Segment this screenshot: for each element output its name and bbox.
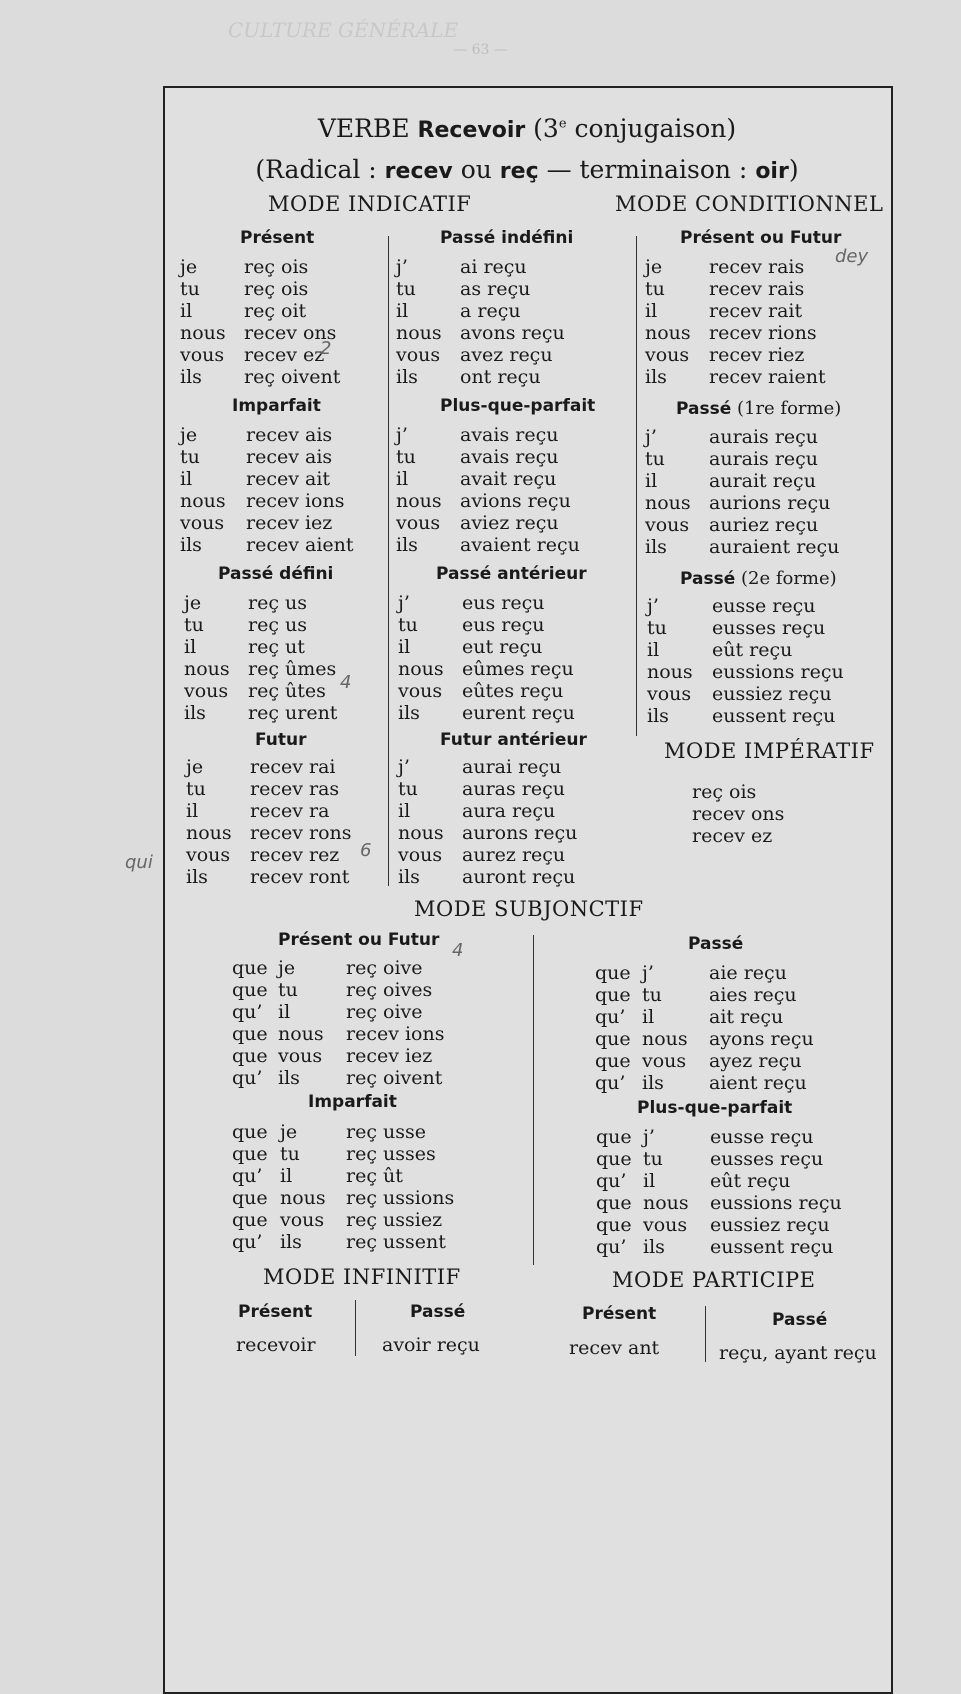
conditionnel-passe1-form: aurions reçu [709,492,831,514]
indicatif-futur-anterieur-form: aurai reçu [462,756,562,778]
indicatif-passe-anterieur-form: eus reçu [462,614,545,636]
handwritten-mark: 6 [360,840,372,861]
subjonctif-plus-que-parfait-form: eusse reçu [710,1126,814,1148]
subjonctif-plus-que-parfait-title: Plus-que-parfait [637,1098,793,1118]
indicatif-futur-pronoun: nous [186,822,232,844]
indicatif-passe-indefini-form: avez reçu [460,344,553,366]
participe-present: recev ant [569,1337,660,1359]
column-divider [636,236,637,736]
subjonctif-imparfait-que: qu’ [232,1165,263,1187]
subjonctif-plus-que-parfait-que: que [596,1214,632,1236]
mode-participe-heading: MODE PARTICIPE [612,1268,816,1292]
indicatif-passe-indefini-pronoun: tu [396,278,416,300]
conditionnel-passe1-pronoun: ils [645,536,667,558]
indicatif-passe-defini-pronoun: tu [184,614,204,636]
infinitif-passe-title: Passé [410,1302,466,1322]
subjonctif-imparfait-que: que [232,1209,268,1231]
verb-name: Recevoir [417,118,526,143]
subjonctif-present-title: Présent ou Futur [278,930,440,950]
conditionnel-passe2-form: eussent reçu [712,705,836,727]
indicatif-passe-defini-form: reç ûmes [248,658,337,680]
indicatif-futur-pronoun: je [186,756,204,778]
page-number: — 63 — [453,42,508,58]
indicatif-futur-anterieur-pronoun: ils [398,866,420,888]
subjonctif-present-pronoun: je [278,957,296,979]
conditionnel-passe2-form: eût reçu [712,639,793,661]
indicatif-passe-anterieur-pronoun: nous [398,658,444,680]
indicatif-futur-form: recev rez [250,844,340,866]
indicatif-futur-pronoun: ils [186,866,208,888]
indicatif-passe-anterieur-form: eus reçu [462,592,545,614]
conditionnel-passe2-pronoun: j’ [647,595,659,617]
radical-rec: reç [499,159,539,184]
indicatif-futur-form: recev ra [250,800,330,822]
indicatif-passe-anterieur-pronoun: tu [398,614,418,636]
mode-conditionnel-heading: MODE CONDITIONNEL [615,192,884,216]
conditionnel-passe2-pronoun: il [647,639,660,661]
handwritten-mark: 4 [340,672,352,693]
conditionnel-passe1-form: auraient reçu [709,536,840,558]
conditionnel-present-title: Présent ou Futur [680,228,842,248]
conditionnel-present-pronoun: vous [645,344,690,366]
indicatif-passe-defini-pronoun: je [184,592,202,614]
subjonctif-imparfait-form: reç ût [346,1165,403,1187]
subjonctif-plus-que-parfait-que: qu’ [596,1236,627,1258]
subjonctif-present-pronoun: tu [278,979,298,1001]
indicatif-futur-anterieur-form: aurons reçu [462,822,578,844]
indicatif-imparfait-pronoun: je [180,424,198,446]
indicatif-passe-defini-form: reç ut [248,636,305,658]
indicatif-futur-form: recev rons [250,822,352,844]
indicatif-futur-anterieur-pronoun: vous [398,844,443,866]
conditionnel-passe2-pronoun: ils [647,705,669,727]
conditionnel-present-pronoun: tu [645,278,665,300]
conditionnel-passe2-title: Passé (2e forme) [680,568,837,589]
indicatif-passe-anterieur-pronoun: il [398,636,411,658]
conditionnel-passe1-pronoun: tu [645,448,665,470]
indicatif-present-form: recev ez [244,344,325,366]
conditionnel-passe1-subtitle: (1re forme) [731,398,842,419]
indicatif-passe-anterieur-pronoun: vous [398,680,443,702]
handwritten-mark: qui [125,852,153,873]
indicatif-plus-que-parfait-form: avais reçu [460,446,559,468]
participe-present-title: Présent [582,1304,657,1324]
indicatif-passe-indefini-title: Passé indéfini [440,228,574,248]
indicatif-present-pronoun: nous [180,322,226,344]
indicatif-futur-title: Futur [255,730,307,750]
indicatif-futur-anterieur-form: aura reçu [462,800,556,822]
indicatif-present-form: reç ois [244,278,309,300]
indicatif-passe-indefini-pronoun: il [396,300,409,322]
subjonctif-passe-que: qu’ [595,1006,626,1028]
subjonctif-plus-que-parfait-que: que [596,1192,632,1214]
subjonctif-imparfait-form: reç ussent [346,1231,446,1253]
indicatif-plus-que-parfait-form: avais reçu [460,424,559,446]
indicatif-passe-defini-pronoun: nous [184,658,230,680]
subjonctif-passe-pronoun: nous [642,1028,688,1050]
subjonctif-imparfait-form: reç ussiez [346,1209,443,1231]
indicatif-futur-anterieur-form: auront reçu [462,866,576,888]
conditionnel-present-pronoun: nous [645,322,691,344]
indicatif-present-pronoun: vous [180,344,225,366]
subjonctif-plus-que-parfait-pronoun: tu [643,1148,663,1170]
indicatif-passe-indefini-form: as reçu [460,278,531,300]
subjonctif-passe-pronoun: vous [642,1050,687,1072]
indicatif-imparfait-pronoun: vous [180,512,225,534]
mode-imperatif-heading: MODE IMPÉRATIF [664,739,875,763]
subjonctif-plus-que-parfait-que: qu’ [596,1170,627,1192]
indicatif-futur-anterieur-pronoun: nous [398,822,444,844]
conditionnel-passe2-form: eusse reçu [712,595,816,617]
indicatif-passe-defini-pronoun: vous [184,680,229,702]
indicatif-futur-pronoun: vous [186,844,231,866]
infinitif-present: recevoir [236,1334,316,1356]
indicatif-present-title: Présent [240,228,315,248]
indicatif-passe-indefini-pronoun: nous [396,322,442,344]
indicatif-futur-pronoun: tu [186,778,206,800]
indicatif-imparfait-pronoun: nous [180,490,226,512]
indicatif-plus-que-parfait-form: avaient reçu [460,534,580,556]
conditionnel-passe1-pronoun: vous [645,514,690,536]
conditionnel-passe2-pronoun: tu [647,617,667,639]
infinitif-present-title: Présent [238,1302,313,1322]
ending-oir: oir [755,159,789,184]
indicatif-plus-que-parfait-form: aviez reçu [460,512,559,534]
column-divider [355,1300,356,1356]
indicatif-plus-que-parfait-pronoun: tu [396,446,416,468]
subjonctif-passe-que: que [595,1050,631,1072]
conditionnel-passe2-form: eussiez reçu [712,683,832,705]
indicatif-imparfait-form: recev ions [246,490,345,512]
indicatif-passe-indefini-pronoun: j’ [396,256,408,278]
subjonctif-imparfait-form: reç usses [346,1143,436,1165]
subjonctif-imparfait-title: Imparfait [308,1092,397,1112]
subjonctif-present-que: qu’ [232,1001,263,1023]
indicatif-imparfait-form: recev iez [246,512,333,534]
imperatif-line: reç ois [692,781,757,803]
indicatif-futur-pronoun: il [186,800,199,822]
indicatif-plus-que-parfait-pronoun: j’ [396,424,408,446]
indicatif-plus-que-parfait-title: Plus-que-parfait [440,396,596,416]
indicatif-futur-anterieur-pronoun: tu [398,778,418,800]
indicatif-passe-defini-form: reç us [248,614,307,636]
conditionnel-passe2-pronoun: vous [647,683,692,705]
radical-recev: recev [384,159,453,184]
subjonctif-imparfait-form: reç ussions [346,1187,455,1209]
subjonctif-present-form: recev iez [346,1045,433,1067]
subjonctif-passe-que: que [595,984,631,1006]
indicatif-present-pronoun: il [180,300,193,322]
indicatif-present-pronoun: je [180,256,198,278]
participe-passe-title: Passé [772,1310,828,1330]
indicatif-plus-que-parfait-pronoun: vous [396,512,441,534]
indicatif-futur-anterieur-pronoun: j’ [398,756,410,778]
table-title: VERBE Recevoir (3e conjugaison) [317,114,737,143]
handwritten-mark: 2 [320,338,332,359]
subjonctif-imparfait-que: que [232,1121,268,1143]
subjonctif-imparfait-pronoun: vous [280,1209,325,1231]
conditionnel-passe1-pronoun: nous [645,492,691,514]
subjonctif-passe-form: ait reçu [709,1006,784,1028]
subjonctif-present-que: que [232,957,268,979]
subjonctif-imparfait-pronoun: nous [280,1187,326,1209]
subjonctif-plus-que-parfait-form: eussent reçu [710,1236,834,1258]
subjonctif-present-pronoun: il [278,1001,291,1023]
conditionnel-present-form: recev rait [709,300,803,322]
indicatif-plus-que-parfait-pronoun: il [396,468,409,490]
conditionnel-passe1-form: auriez reçu [709,514,819,536]
mode-subjonctif-heading: MODE SUBJONCTIF [414,897,644,921]
subjonctif-imparfait-pronoun: tu [280,1143,300,1165]
subjonctif-plus-que-parfait-pronoun: ils [643,1236,665,1258]
participe-passe: reçu, ayant reçu [719,1342,877,1364]
subjonctif-present-pronoun: ils [278,1067,300,1089]
subjonctif-plus-que-parfait-form: eussions reçu [710,1192,842,1214]
conditionnel-present-form: recev raient [709,366,826,388]
conditionnel-present-pronoun: ils [645,366,667,388]
indicatif-futur-form: recev ront [250,866,350,888]
subjonctif-passe-pronoun: il [642,1006,655,1028]
subjonctif-present-form: recev ions [346,1023,445,1045]
conditionnel-passe2-form: eusses reçu [712,617,826,639]
indicatif-present-form: recev ons [244,322,337,344]
subjonctif-present-que: que [232,1045,268,1067]
conditionnel-present-form: recev riez [709,344,805,366]
conditionnel-passe1-form: aurait reçu [709,470,816,492]
subjonctif-present-form: reç oivent [346,1067,443,1089]
subjonctif-plus-que-parfait-que: que [596,1126,632,1148]
subjonctif-present-form: reç oive [346,1001,423,1023]
subjonctif-present-que: que [232,979,268,1001]
subjonctif-plus-que-parfait-form: eût reçu [710,1170,791,1192]
indicatif-plus-que-parfait-pronoun: ils [396,534,418,556]
subjonctif-passe-form: aie reçu [709,962,787,984]
indicatif-passe-defini-title: Passé défini [218,564,334,584]
subjonctif-passe-form: aies reçu [709,984,797,1006]
indicatif-imparfait-title: Imparfait [232,396,321,416]
indicatif-plus-que-parfait-form: avait reçu [460,468,557,490]
indicatif-passe-indefini-form: ont reçu [460,366,541,388]
conditionnel-passe2-form: eussions reçu [712,661,844,683]
indicatif-futur-form: recev ras [250,778,340,800]
subjonctif-passe-pronoun: tu [642,984,662,1006]
subjonctif-plus-que-parfait-que: que [596,1148,632,1170]
handwritten-mark: 4 [452,940,464,961]
conditionnel-present-pronoun: je [645,256,663,278]
subjonctif-plus-que-parfait-form: eussiez reçu [710,1214,830,1236]
subjonctif-present-pronoun: nous [278,1023,324,1045]
subjonctif-imparfait-que: que [232,1187,268,1209]
indicatif-imparfait-pronoun: tu [180,446,200,468]
conditionnel-passe1-form: aurais reçu [709,426,819,448]
indicatif-passe-indefini-pronoun: vous [396,344,441,366]
conditionnel-passe1-title: Passé (1re forme) [676,398,842,419]
subjonctif-present-pronoun: vous [278,1045,323,1067]
indicatif-plus-que-parfait-form: avions reçu [460,490,571,512]
subjonctif-present-que: que [232,1023,268,1045]
indicatif-imparfait-pronoun: il [180,468,193,490]
conditionnel-present-form: recev rais [709,256,805,278]
indicatif-present-pronoun: ils [180,366,202,388]
subjonctif-imparfait-pronoun: il [280,1165,293,1187]
indicatif-imparfait-form: recev ais [246,446,333,468]
faint-header-bleed: CULTURE GÉNÉRALE [228,18,459,42]
subjonctif-plus-que-parfait-pronoun: j’ [643,1126,655,1148]
imperatif-line: recev ez [692,825,773,847]
column-divider [705,1306,706,1362]
indicatif-passe-indefini-pronoun: ils [396,366,418,388]
subjonctif-present-form: reç oives [346,979,433,1001]
subjonctif-plus-que-parfait-pronoun: vous [643,1214,688,1236]
indicatif-passe-defini-form: reç ûtes [248,680,326,702]
imperatif-line: recev ons [692,803,785,825]
indicatif-passe-defini-pronoun: ils [184,702,206,724]
subjonctif-imparfait-que: que [232,1143,268,1165]
conditionnel-passe1-form: aurais reçu [709,448,819,470]
infinitif-passe: avoir reçu [382,1334,480,1356]
indicatif-futur-anterieur-form: auras reçu [462,778,565,800]
indicatif-passe-defini-form: reç urent [248,702,338,724]
subjonctif-passe-que: qu’ [595,1072,626,1094]
indicatif-passe-indefini-form: a reçu [460,300,521,322]
conditionnel-passe2-subtitle: (2e forme) [735,568,837,589]
subjonctif-plus-que-parfait-pronoun: il [643,1170,656,1192]
indicatif-passe-anterieur-form: eut reçu [462,636,543,658]
subjonctif-imparfait-pronoun: je [280,1121,298,1143]
indicatif-passe-indefini-form: avons reçu [460,322,565,344]
subjonctif-passe-pronoun: ils [642,1072,664,1094]
indicatif-passe-anterieur-form: eûmes reçu [462,658,574,680]
mode-indicatif-heading: MODE INDICATIF [268,192,472,216]
indicatif-present-form: reç oivent [244,366,341,388]
conditionnel-present-form: recev rions [709,322,817,344]
subjonctif-passe-que: que [595,1028,631,1050]
indicatif-passe-defini-pronoun: il [184,636,197,658]
indicatif-plus-que-parfait-pronoun: nous [396,490,442,512]
indicatif-futur-form: recev rai [250,756,336,778]
indicatif-passe-anterieur-pronoun: ils [398,702,420,724]
subjonctif-passe-form: aient reçu [709,1072,807,1094]
handwritten-mark: dey [835,246,869,267]
indicatif-passe-indefini-form: ai reçu [460,256,527,278]
subjonctif-present-que: qu’ [232,1067,263,1089]
subjonctif-passe-que: que [595,962,631,984]
indicatif-imparfait-form: recev ais [246,424,333,446]
indicatif-passe-anterieur-pronoun: j’ [398,592,410,614]
column-divider [533,935,534,1265]
indicatif-passe-defini-form: reç us [248,592,307,614]
indicatif-present-pronoun: tu [180,278,200,300]
mode-infinitif-heading: MODE INFINITIF [263,1265,461,1289]
indicatif-imparfait-form: recev ait [246,468,331,490]
indicatif-futur-anterieur-form: aurez reçu [462,844,566,866]
indicatif-passe-anterieur-form: eûtes reçu [462,680,564,702]
subjonctif-passe-form: ayons reçu [709,1028,814,1050]
conditionnel-passe1-pronoun: il [645,470,658,492]
subjonctif-passe-form: ayez reçu [709,1050,802,1072]
subjonctif-imparfait-pronoun: ils [280,1231,302,1253]
subjonctif-imparfait-form: reç usse [346,1121,426,1143]
indicatif-present-form: reç oit [244,300,307,322]
indicatif-imparfait-form: recev aient [246,534,354,556]
conditionnel-passe1-pronoun: j’ [645,426,657,448]
indicatif-present-form: reç ois [244,256,309,278]
subjonctif-plus-que-parfait-pronoun: nous [643,1192,689,1214]
subjonctif-present-form: reç oive [346,957,423,979]
indicatif-futur-anterieur-title: Futur antérieur [440,730,587,750]
subjonctif-passe-pronoun: j’ [642,962,654,984]
indicatif-imparfait-pronoun: ils [180,534,202,556]
indicatif-futur-anterieur-pronoun: il [398,800,411,822]
indicatif-passe-anterieur-form: eurent reçu [462,702,575,724]
column-divider [388,236,389,886]
conditionnel-present-pronoun: il [645,300,658,322]
subjonctif-passe-title: Passé [688,934,744,954]
conditionnel-present-form: recev rais [709,278,805,300]
conditionnel-passe2-pronoun: nous [647,661,693,683]
indicatif-passe-anterieur-title: Passé antérieur [436,564,587,584]
subjonctif-imparfait-que: qu’ [232,1231,263,1253]
radical-line: (Radical : recev ou reç — terminaison : oir) [255,155,799,184]
subjonctif-plus-que-parfait-form: eusses reçu [710,1148,824,1170]
